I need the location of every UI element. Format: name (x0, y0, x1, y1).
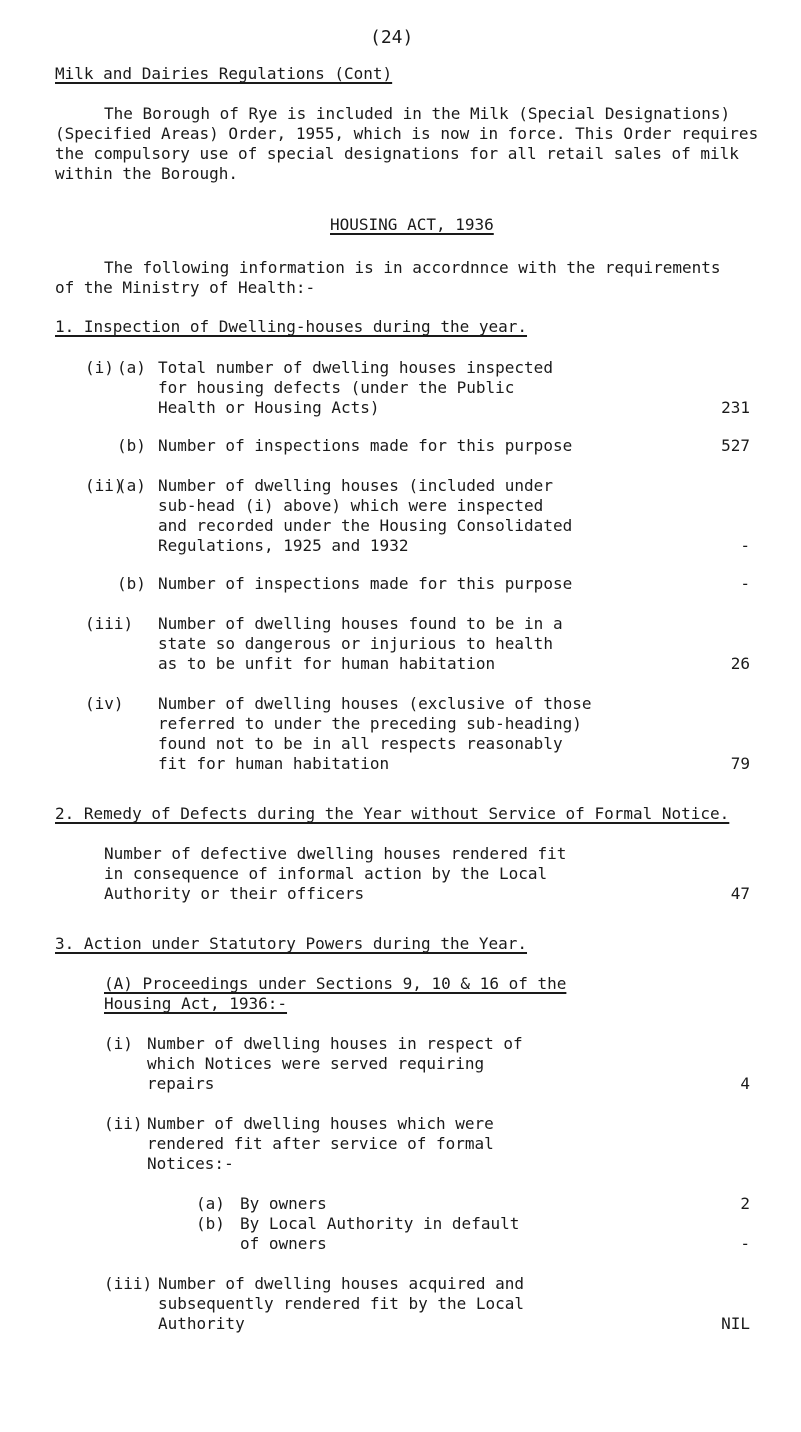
section-2-line: Number of defective dwelling houses rendered fit (104, 844, 567, 863)
item-iib-value: - (740, 574, 750, 593)
s3-item-iii-label: (iii) (104, 1274, 153, 1293)
section-1-heading: 1. Inspection of Dwelling-houses during the year. (55, 317, 528, 336)
item-iib-label: (b) (117, 574, 146, 593)
item-ib-text: Number of inspections made for this purpose (158, 436, 573, 455)
item-iii-label: (iii) (85, 614, 134, 633)
s3-item-iib-label: (b) (196, 1214, 225, 1233)
item-ib-value: 527 (721, 436, 750, 455)
s3-item-iii-line: Authority (158, 1314, 245, 1333)
item-ii-label: (ii) (85, 476, 124, 495)
item-iv-line: fit for human habitation (158, 754, 390, 773)
item-ia-line: Health or Housing Acts) (158, 398, 380, 417)
item-ia-line: for housing defects (under the Public (158, 378, 515, 397)
intro-line: (Specified Areas) Order, 1955, which is now in force. This Order requires (55, 124, 759, 143)
item-iii-line: Number of dwelling houses found to be in a (158, 614, 563, 633)
s3-item-iii-line: Number of dwelling houses acquired and (158, 1274, 525, 1293)
item-ib-label: (b) (117, 436, 146, 455)
section-3a-heading: (A) Proceedings under Sections 9, 10 & 16 of the (104, 974, 567, 993)
page-number: (24) (370, 27, 414, 48)
item-iia-line: sub-head (i) above) which were inspected (158, 496, 544, 515)
section-3a-heading-2: Housing Act, 1936:- (104, 994, 288, 1013)
item-ia-line: Total number of dwelling houses inspected (158, 358, 553, 377)
item-iia-value: - (740, 536, 750, 555)
s3-item-i-line: Number of dwelling houses in respect of (147, 1034, 523, 1053)
item-iia-line: Number of dwelling houses (included under (158, 476, 553, 495)
item-iii-value: 26 (730, 654, 750, 673)
s3-item-ii-line: Number of dwelling houses which were (147, 1114, 494, 1133)
item-iia-label: (a) (117, 476, 146, 495)
item-iia-line: Regulations, 1925 and 1932 (158, 536, 409, 555)
s3-item-iib-line: By Local Authority in default (240, 1214, 520, 1233)
s3-item-iii-value: NIL (721, 1314, 750, 1333)
housing-intro-line: of the Ministry of Health:- (55, 278, 316, 297)
intro-line: within the Borough. (55, 164, 239, 183)
item-iv-label: (iv) (85, 694, 124, 713)
item-ia-label: (a) (117, 358, 146, 377)
item-iia-line: and recorded under the Housing Consolidated (158, 516, 573, 535)
housing-intro-line: The following information is in accordnnce with the requirements (104, 258, 721, 277)
item-iv-value: 79 (730, 754, 750, 773)
s3-item-iia-text: By owners (240, 1194, 327, 1213)
s3-item-i-value: 4 (740, 1074, 750, 1093)
s3-item-i-label: (i) (104, 1034, 133, 1053)
s3-item-iia-value: 2 (740, 1194, 750, 1213)
housing-heading: HOUSING ACT, 1936 (330, 215, 494, 234)
section-2-heading: 2. Remedy of Defects during the Year without Service of Formal Notice. (55, 804, 730, 823)
item-iv-line: Number of dwelling houses (exclusive of those (158, 694, 592, 713)
item-ia-value: 231 (721, 398, 750, 417)
s3-item-ii-line: rendered fit after service of formal (147, 1134, 494, 1153)
intro-line: the compulsory use of special designations for all retail sales of milk (55, 144, 739, 163)
item-iv-line: referred to under the preceding sub-heading) (158, 714, 582, 733)
s3-item-iib-line: of owners (240, 1234, 327, 1253)
item-iib-text: Number of inspections made for this purpose (158, 574, 573, 593)
s3-item-iia-label: (a) (196, 1194, 225, 1213)
item-iv-line: found not to be in all respects reasonably (158, 734, 563, 753)
section-2-line: Authority or their officers (104, 884, 365, 903)
section-heading: Milk and Dairies Regulations (Cont) (55, 64, 393, 83)
s3-item-ii-line: Notices:- (147, 1154, 234, 1173)
section-2-value: 47 (730, 884, 750, 903)
s3-item-iii-line: subsequently rendered fit by the Local (158, 1294, 525, 1313)
s3-item-iib-value: - (740, 1234, 750, 1253)
section-3-heading: 3. Action under Statutory Powers during the Year. (55, 934, 528, 953)
item-i-label: (i) (85, 358, 114, 377)
section-2-line: in consequence of informal action by the Local (104, 864, 548, 883)
item-iii-line: as to be unfit for human habitation (158, 654, 496, 673)
s3-item-i-line: repairs (147, 1074, 215, 1093)
item-iii-line: state so dangerous or injurious to health (158, 634, 553, 653)
s3-item-ii-label: (ii) (104, 1114, 143, 1133)
s3-item-i-line: which Notices were served requiring (147, 1054, 485, 1073)
intro-line: The Borough of Rye is included in the Milk (Special Designations) (104, 104, 731, 123)
